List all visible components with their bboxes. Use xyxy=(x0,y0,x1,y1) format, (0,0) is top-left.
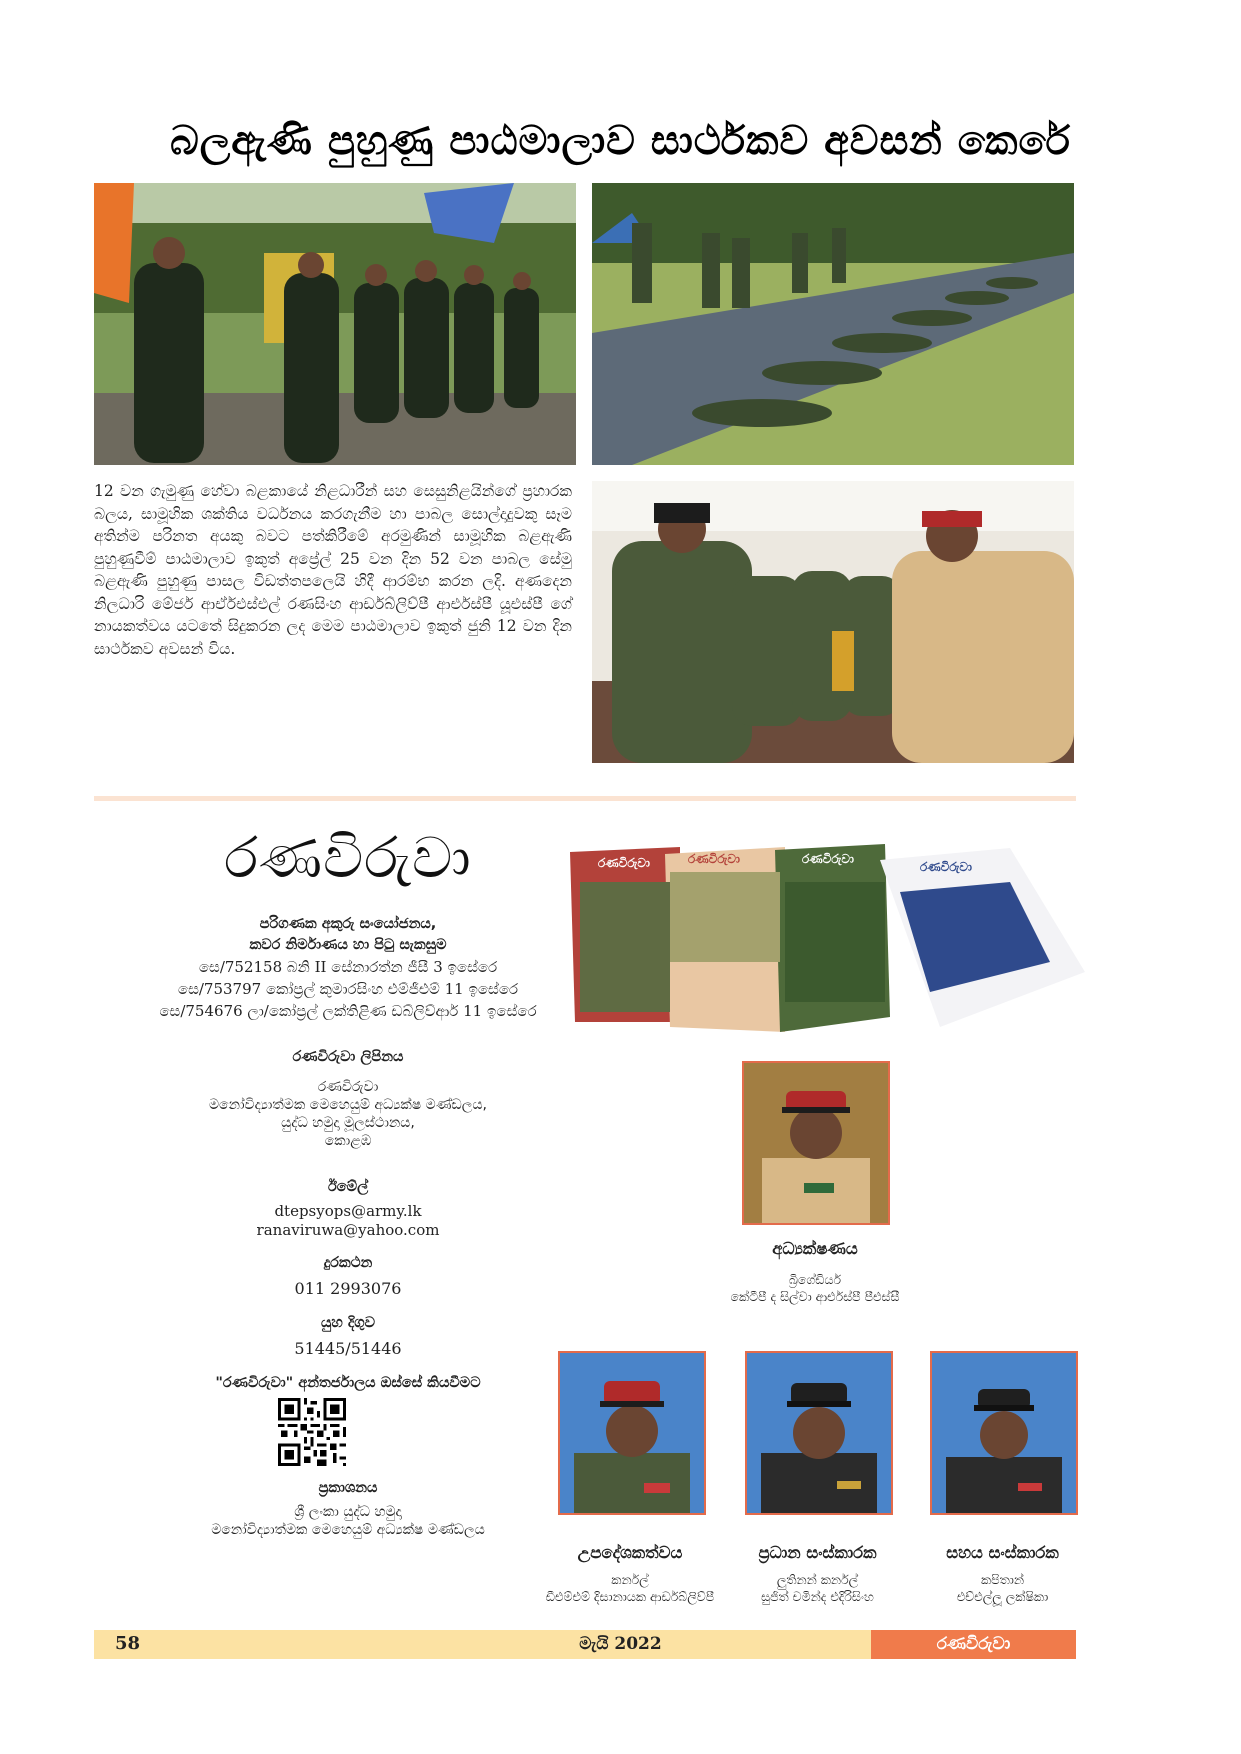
photo-marching-soldiers xyxy=(94,183,576,465)
advisor-role: උපදේශකත්වය xyxy=(577,1543,683,1562)
address-heading: රණවිරුවා ලිපිනය xyxy=(292,1049,404,1065)
section-divider xyxy=(94,796,1076,801)
publisher-block xyxy=(94,1478,602,1540)
cover-title: රණවිරුවා xyxy=(802,852,854,866)
cover-title: රණවිරුවා xyxy=(920,860,972,874)
assistant-editor-role: සහය සංස්කාරක xyxy=(946,1543,1059,1562)
cover-title: රණවිරුවා xyxy=(688,852,740,866)
director-portrait xyxy=(742,1061,890,1225)
assistant-editor-name: එච්එල්ලූ ලක්ෂිකා xyxy=(956,1589,1049,1604)
qr-heading: "රණවිරුවා" අන්තර්ජාලය ඔස්සේ කියවීමට xyxy=(215,1375,481,1391)
article-body: 12 වන ගැමුණු හේවා බළකායේ නිළධාරීන් සහ සෙසුනිළයින්ගේ ප්‍රහාරක බලය, සාමූහික ශක්තිය වර්ධනය කරගැනීම හා පාබල සොල්දාදුවකු සෑම අතින්ම පරිනත අයකු බවට පත්කිරීමේ අරමුණින් සාමූහික බළඇණි පුහුණුවීම් පාඨමාලාව ඉකුත් අප්‍රේල් 25 වන දින 52 වන පාබල සේමු බළඇණි පුහුණු පාසල විඩත්තපලෙයි හිදී ආරම්භ කරන ලදි. අණදෙන නිලධාරි මේජර් ආර්ඒඑස්එල් රණසිංහ ආර්ඩබ්ලිව්පී ආර්එස්පී යූඑස්පී ගේ නායකත්වය යටතේ සිදුකරන ලද මෙම පාඨමාලාව ඉකුත් ජුනි 12 වන දින සාර්ථකව අවසන් විය. xyxy=(94,482,572,658)
staff-line: සෙ/752158 බනි II සේනාරත්න ජීසී 3 ඉසේරෙ xyxy=(198,958,498,976)
photo-trophy-presentation xyxy=(592,481,1074,763)
publisher-line: මනෝවිද්‍යාත්මක මෙහෙයුම් අධ්‍යක්ෂ මණ්ඩලය xyxy=(211,1522,485,1538)
advisor-name: ඩීඑම්එම් දිසානායක ආර්ඩබ්ලිව්පී xyxy=(545,1589,715,1604)
layout-heading-2: කවර නිර්මාණය හා පිටු සැකසුම xyxy=(249,937,447,953)
chief-editor-rank: ලුතිනන් කර්නල් xyxy=(776,1572,859,1587)
chief-editor-name: සුජිත් චමින්ද එදිරිසිංහ xyxy=(761,1589,874,1604)
publisher-line: ශ්‍රී ලංකා යුද්ධ හමුදා xyxy=(294,1504,402,1520)
chief-editor-role: ප්‍රධාන සංස්කාරක xyxy=(758,1543,877,1562)
director-caption xyxy=(700,1237,930,1305)
address-line: කොළඹ xyxy=(324,1133,372,1149)
assistant-editor-caption xyxy=(890,1541,1115,1605)
publisher-heading: ප්‍රකාශනය xyxy=(318,1480,378,1496)
director-name: කේටීපී ද සිල්වා ආර්එස්පී පීඑස්සී xyxy=(730,1289,900,1304)
cover-title: රණවිරුවා xyxy=(598,856,650,870)
address-line: යුද්ධ හමුදා මූලස්ථානය, xyxy=(281,1115,415,1131)
phone-heading: දුරකථන xyxy=(323,1255,373,1271)
director-rank: බ්‍රිගේඩියර් xyxy=(788,1272,842,1287)
address-block xyxy=(94,1047,602,1150)
chief-editor-portrait xyxy=(745,1351,893,1515)
address-line: මනෝවිද්‍යාත්මක මෙහෙයුම් අධ්‍යක්ෂ මණ්ඩලය, xyxy=(208,1097,488,1113)
email-heading: ඊමේල් xyxy=(327,1179,369,1195)
qr-code-icon[interactable] xyxy=(278,1398,346,1466)
extension-block xyxy=(94,1313,602,1361)
qr-caption xyxy=(94,1373,602,1394)
layout-heading-1: පරිගණක අකුරු සංයෝජනය, xyxy=(259,916,437,932)
layout-credits xyxy=(94,914,602,1022)
staff-line: සෙ/754676 ලා/කෝප්‍රල් ලක්තිළිණ ඩබ්ලිව්ආර් 11 ඉසේරෙ xyxy=(159,1002,537,1020)
advisor-rank: කර්නල් xyxy=(611,1572,649,1587)
director-role: අධ්‍යක්ෂණය xyxy=(772,1239,858,1258)
address-line: රණවිරුවා xyxy=(317,1079,379,1095)
email-link[interactable]: ranaviruwa@yahoo.com xyxy=(256,1221,440,1239)
footer-brand: රණවිරුවා xyxy=(871,1630,1076,1659)
phone-block xyxy=(94,1253,602,1301)
issue-date: මැයි 2022 xyxy=(579,1634,662,1654)
phone-number: 011 2993076 xyxy=(294,1279,402,1298)
extension-number: 51445/51446 xyxy=(294,1339,402,1358)
assistant-editor-rank: කපිතාන් xyxy=(980,1572,1025,1587)
staff-line: සෙ/753797 කෝප්‍රල් කුමාරසිංහ එම්ජීඑම් 11 ඉසේරෙ xyxy=(177,980,519,998)
magazine-covers xyxy=(570,842,1085,1042)
page-number: 58 xyxy=(115,1633,141,1654)
advisor-portrait xyxy=(558,1351,706,1515)
email-link[interactable]: dtepsyops@army.lk xyxy=(274,1202,422,1220)
extension-heading: යුහ දිගුව xyxy=(320,1315,376,1331)
magazine-masthead: රණවිරුවා xyxy=(224,826,472,891)
assistant-editor-portrait xyxy=(930,1351,1078,1515)
photo-firing-range xyxy=(592,183,1074,465)
article-headline: බලඇණි පුහුණු පාඨමාලාව සාර්ථකව අවසන් කෙරේ xyxy=(170,118,1071,164)
email-block xyxy=(94,1177,602,1240)
